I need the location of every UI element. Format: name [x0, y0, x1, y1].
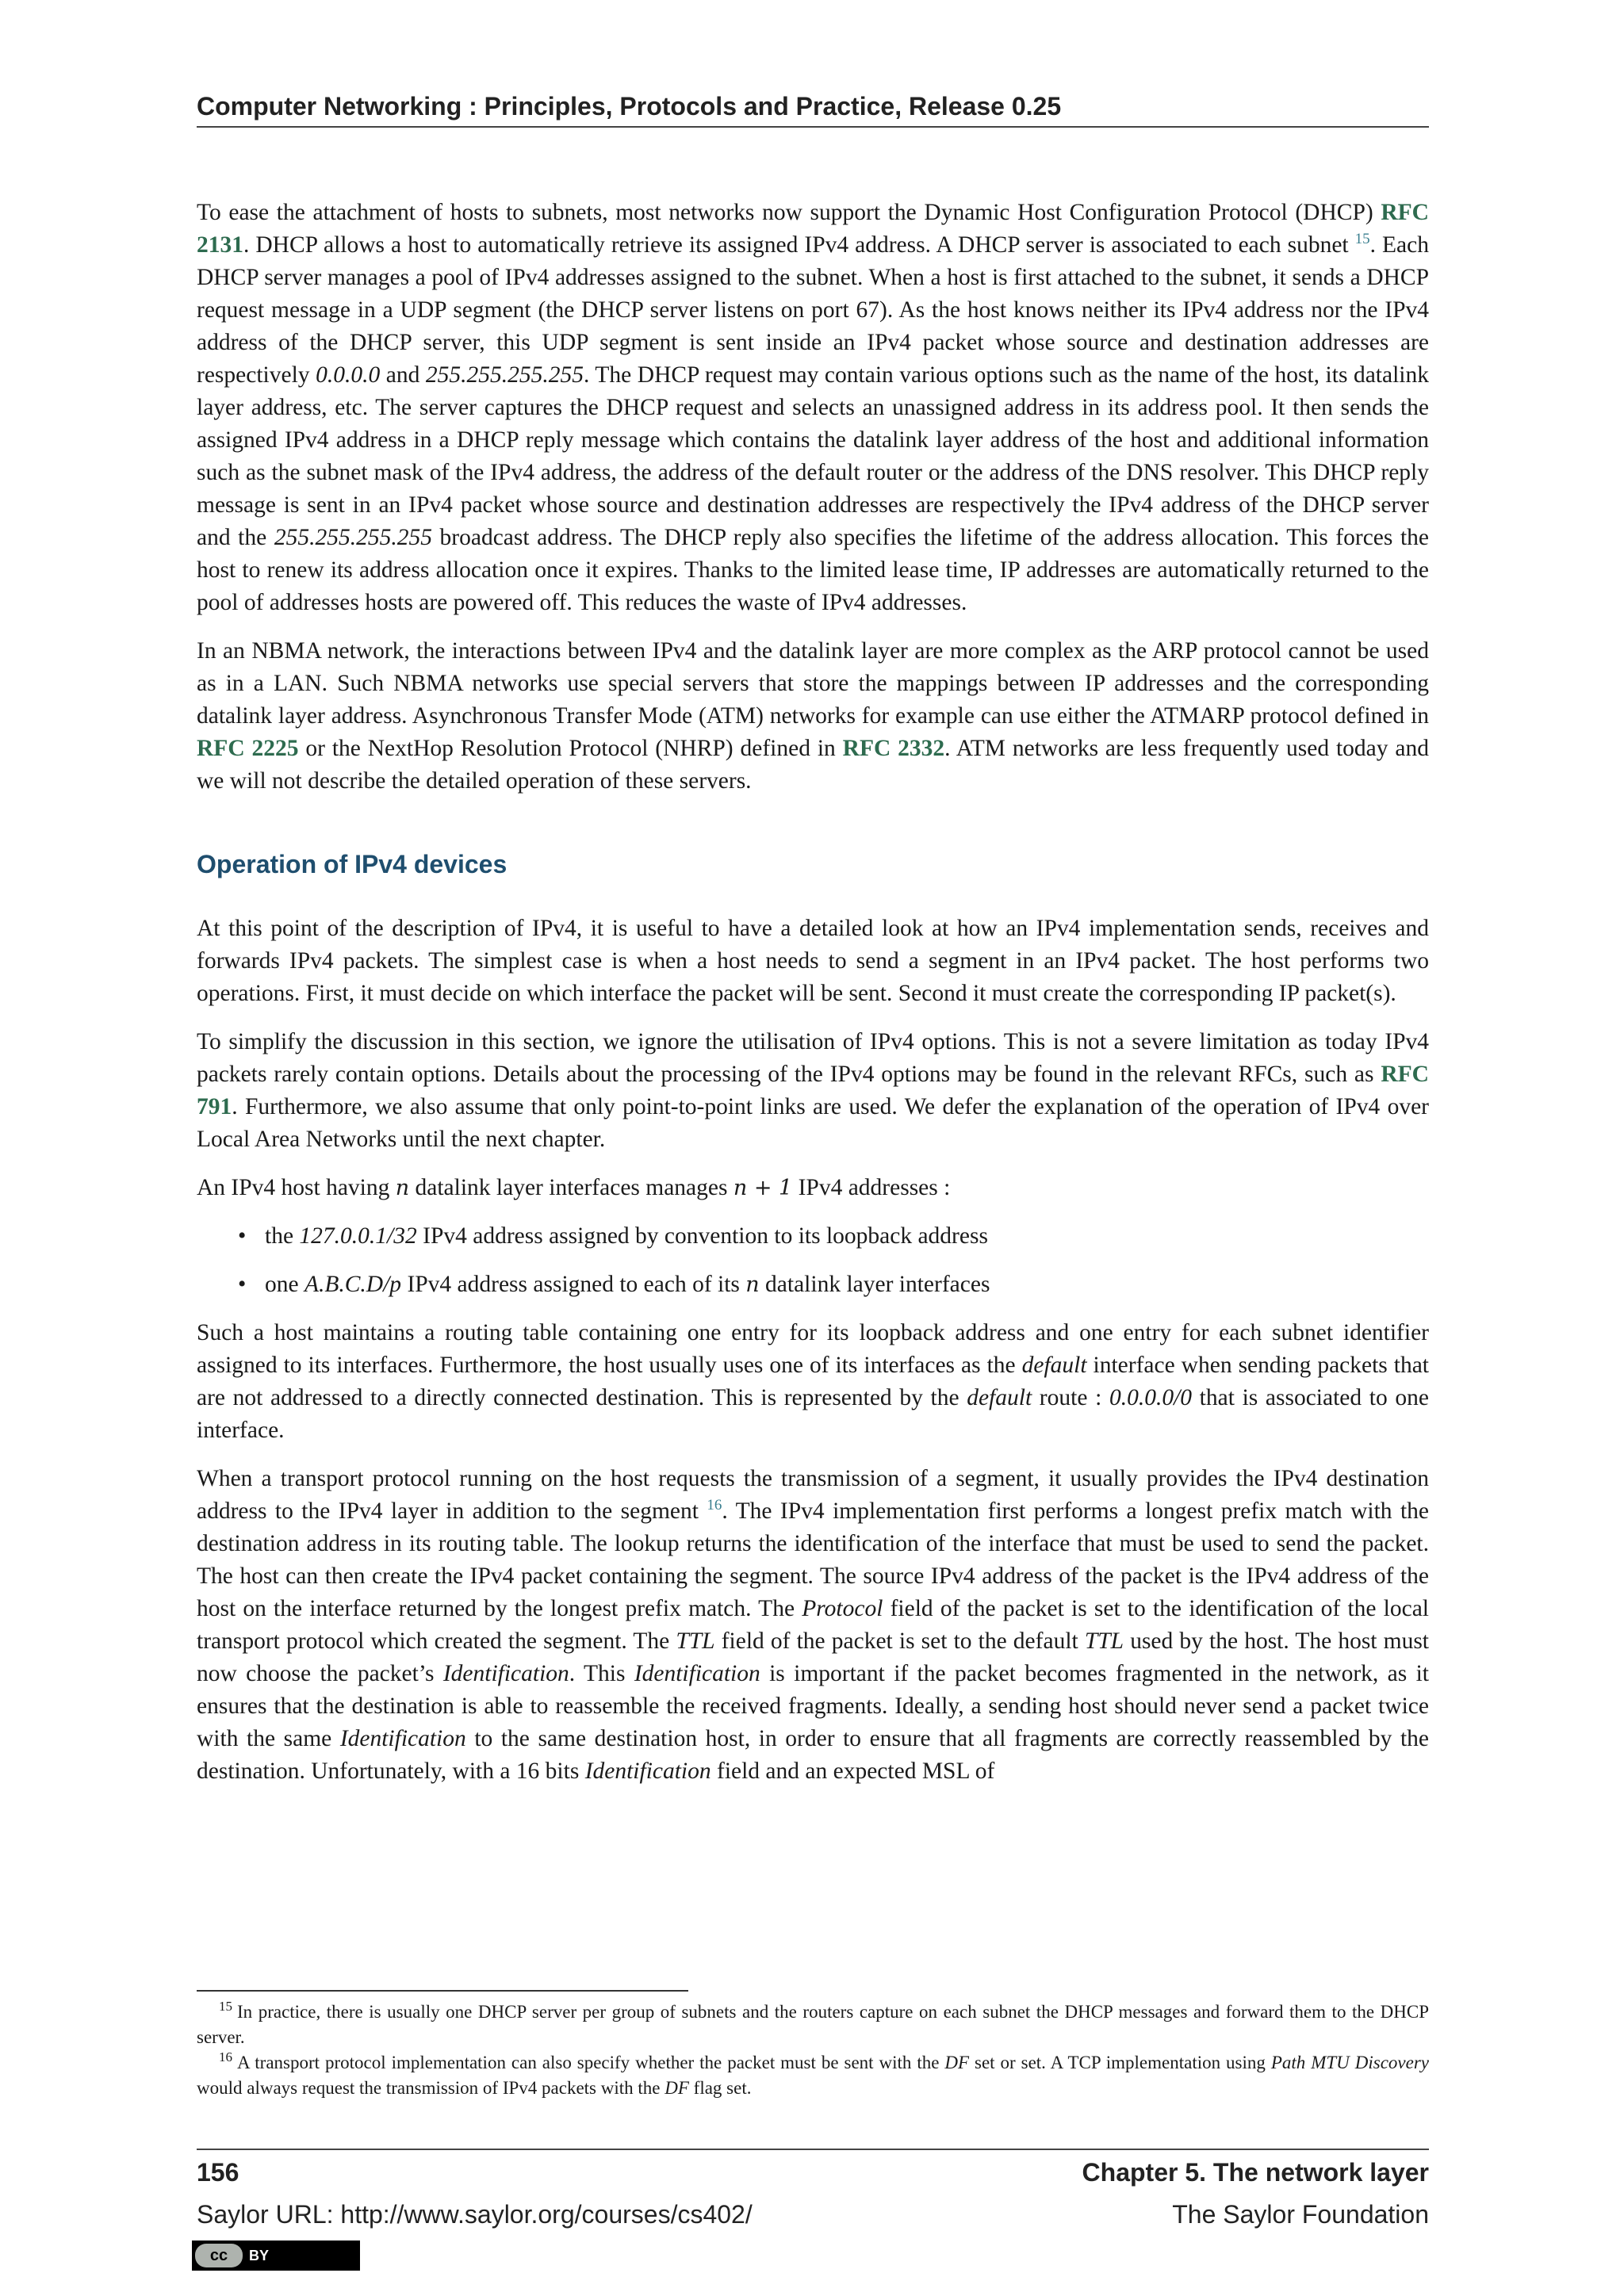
- section-heading: Operation of IPv4 devices: [197, 850, 508, 878]
- list-item: • the 127.0.0.1/32 IPv4 address assigned by convention to its loopback address: [197, 1220, 1429, 1253]
- paragraph-nbma: In an NBMA network, the interactions between IPv4 and the datalink layer are more complex as the ARP protocol cannot be used as in a LAN. Such NBMA networks use special servers that store the mappings between IP addresses and the corresponding datalink layer address. Asynchronous Transfer Mode (ATM) networks for example can use either the ATMARP protocol defined in RFC 2225 or the NextHop Resolution Protocol (NHRP) defined in RFC 2332. ATM networks are less frequently used today and we will not describe the detailed operation of these servers.: [197, 638, 1429, 794]
- page-number: 156: [197, 2158, 239, 2187]
- bullet-icon: •: [238, 1272, 247, 1297]
- document-page: [197, 0, 1429, 2296]
- list-item: • one A.B.C.D/p IPv4 address assigned to each of its n datalink layer interfaces: [197, 1269, 1429, 1301]
- creative-commons-icon: cc: [195, 2244, 243, 2267]
- footnote-16: $^{16}$ A transport protocol implementation can also specify whether the packet must be sent with the DF set or set. A TCP implementation using Path MTU Discovery would always request the transmission of IPv4 packets with the DF flag set.: [197, 2049, 1429, 2098]
- body-text: [197, 197, 1429, 1804]
- footnote-divider: [197, 1990, 688, 1992]
- by-icon: BY: [249, 2247, 270, 2263]
- rfc-791-link[interactable]: RFC 791: [197, 1062, 1429, 1119]
- address-list: [197, 1220, 1429, 1301]
- paragraph-intro: At this point of the description of IPv4, it is useful to have a detailed look at how an IPv4 implementation sends, receives and forwards IPv4 packets. The simplest case is when a host needs to send a segment in an IPv4 packet. The host performs two operations. First, it must decide on which interface the packet will be sent. Second it must create the corresponding IP packet(s).: [197, 916, 1429, 1006]
- rfc-2131-link[interactable]: RFC 2131: [197, 200, 1429, 258]
- paragraph-transmission: When a transport protocol running on the host requests the transmission of a segment, it usually provides the IPv4 destination address to the IPv4 layer in addition to the segment $^{16}$. The IPv4 implementation first performs a longest prefix match with the destination address in its routing table. The lookup returns the identification of the interface that must be used to send the packet. The host can then create the IPv4 packet containing the segment. The source IPv4 address of the packet is the IPv4 address of the host on the interface returned by the longest prefix match. The Protocol field of the packet is set to the identification of the local transport protocol which created the segment. The TTL field of the packet is set to the default TTL used by the host. The host must now choose the packet’s Identification. This Identification is important if the packet becomes fragmented in the network, as it ensures that the destination is able to reassemble the received fragments. Ideally, a sending host should never send a packet twice with the same Identification to the same destination host, in order to ensure that all fragments are correctly reassembled by the destination. Unfortunately, with a 16 bits Identification field and an expected MSL of: [197, 1466, 1430, 1784]
- footnote-ref-15[interactable]: 15: [1354, 231, 1370, 248]
- chapter-title: Chapter 5. The network layer: [1082, 2158, 1429, 2187]
- footnotes: [197, 1990, 1429, 2101]
- rfc-2332-link[interactable]: RFC 2332: [842, 736, 945, 761]
- foundation-name: The Saylor Foundation: [1172, 2200, 1429, 2229]
- saylor-url[interactable]: Saylor URL: http://www.saylor.org/courses/cs402/: [197, 2200, 753, 2229]
- paragraph-options: To simplify the discussion in this section, we ignore the utilisation of IPv4 options. This is not a severe limitation as today IPv4 packets rarely contain options. Details about the processing of the IPv4 options may be found in the relevant RFCs, such as RFC 791. Furthermore, we also assume that only point-to-point links are used. We defer the explanation of the operation of IPv4 over Local Area Networks until the next chapter.: [197, 1029, 1429, 1152]
- paragraph-routing-table: Such a host maintains a routing table containing one entry for its loopback address and one entry for each subnet identifier assigned to its interfaces. Furthermore, the host usually uses one of its interfaces as the default interface when sending packets that are not addressed to a directly connected destination. This is represented by the default route : 0.0.0.0/0 that is associated to one interface.: [197, 1320, 1430, 1443]
- running-header: Computer Networking : Principles, Protocols and Practice, Release 0.25: [197, 92, 1429, 128]
- bullet-icon: •: [238, 1223, 247, 1249]
- page-footer: [197, 2149, 1429, 2229]
- cc-by-license-badge[interactable]: [192, 2241, 360, 2271]
- paragraph-dhcp: To ease the attachment of hosts to subnets, most networks now support the Dynamic Host Configuration Protocol (DHCP) RFC 2131. DHCP allows a host to automatically retrieve its assigned IPv4 address. A DHCP server is associated to each subnet $^{15}$. Each DHCP server manages a pool of IPv4 addresses assigned to the subnet. When a host is first attached to the subnet, it sends a DHCP request message in a UDP segment (the DHCP server listens on port 67). As the host knows neither its IPv4 address nor the IPv4 address of the DHCP server, this UDP segment is sent inside an IPv4 packet whose source and destination addresses are respectively 0.0.0.0 and 255.255.255.255. The DHCP request may contain various options such as the name of the host, its datalink layer address, etc. The server captures the DHCP request and selects an unassigned address in its address pool. It then sends the assigned IPv4 address in a DHCP reply message which contains the datalink layer address of the host and additional information such as the subnet mask of the IPv4 address, the address of the default router or the address of the DNS resolver. This DHCP reply message is sent in an IPv4 packet whose source and destination addresses are respectively the IPv4 address of the DHCP server and the 255.255.255.255 broadcast address. The DHCP reply also specifies the lifetime of the address allocation. This forces the host to renew its address allocation once it expires. Thanks to the limited lease time, IP addresses are automatically returned to the pool of addresses hosts are powered off. This reduces the waste of IPv4 addresses.: [197, 200, 1429, 615]
- paragraph-host-addresses: An IPv4 host having n datalink layer interfaces manages n + 1 IPv4 addresses :: [197, 1175, 951, 1200]
- footnote-ref-16[interactable]: 16: [707, 1497, 722, 1514]
- footnote-15: $^{15}$ In practice, there is usually one DHCP server per group of subnets and the routers capture on each subnet the DHCP messages and forward them to the DHCP server.: [197, 1999, 1429, 2047]
- rfc-2225-link[interactable]: RFC 2225: [197, 736, 299, 761]
